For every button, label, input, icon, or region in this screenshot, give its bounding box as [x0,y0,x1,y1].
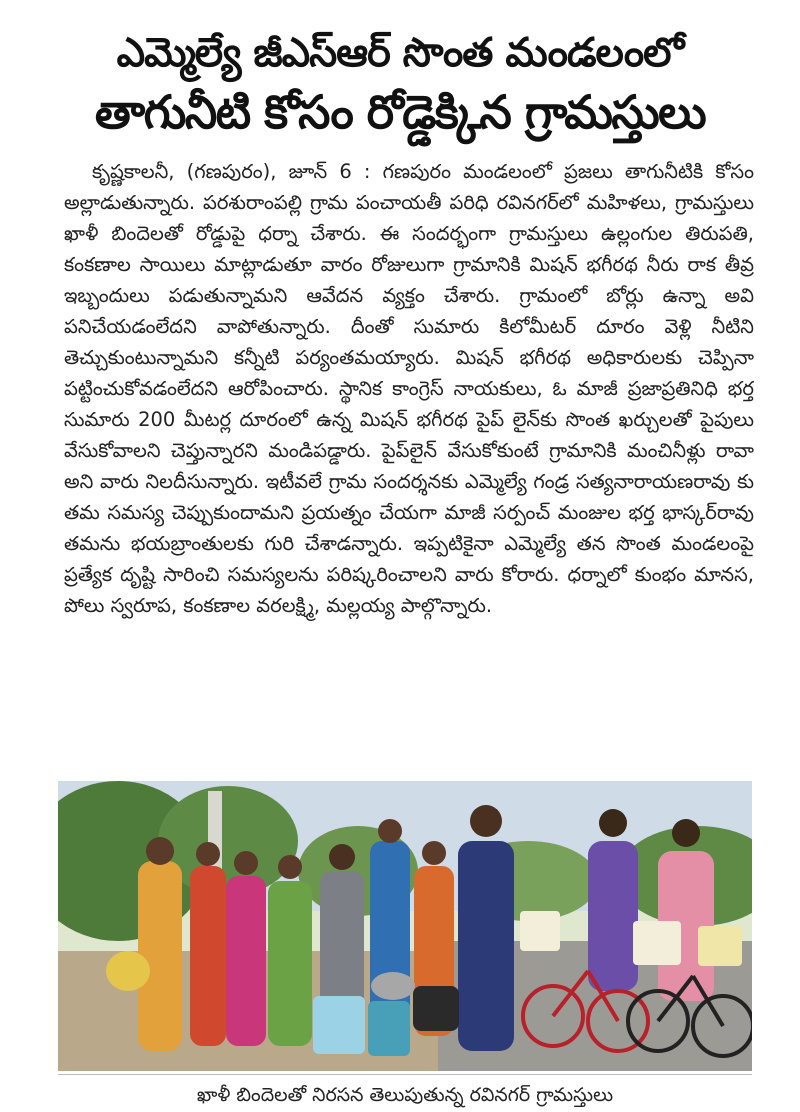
news-photo [58,781,752,1071]
photo-caption: ఖాళీ బిందెలతో నిరసన తెలుపుతున్న రవినగర్ గ్రామస్తులు [196,1084,614,1106]
caption-rule [58,1074,752,1075]
article-body: కృష్ణకాలనీ, (గణపురం), జూన్ 6 : గణపురం మండలంలో ప్రజలు తాగునీటికి కోసం అల్లాడుతున్నారు. పరశురాంపల్లి గ్రామ పంచాయతీ పరిధి రవినగర్‌లో మహిళలు, గ్రామస్తులు ఖాళీ బిందెలతో రోడ్డుపై ధర్నా చేశారు. ఈ సందర్భంగా గ్రామస్తులు ఉల్లంగుల తిరుపతి, కంకణాల సాయిలు మాట్లాడుతూ వారం రోజులుగా గ్రామానికి మిషన్ భగీరథ నీరు రాక తీవ్ర ఇబ్బందులు పడుతున్నామని ఆవేదన వ్యక్తం చేశారు. గ్రామంలో బోర్లు ఉన్నా అవి పనిచేయడంలేదని వాపోతున్నారు. దీంతో సుమారు కిలోమీటర్ దూరం వెళ్లి నీటిని తెచ్చుకుంటున్నామని కన్నీటి పర్యంతమయ్యారు. మిషన్ భగీరథ అధికారులకు చెప్పినా పట్టించుకోవడంలేదని ఆరోపించారు. స్థానిక కాంగ్రెస్ నాయకులు, ఓ మాజీ ప్రజాప్రతినిధి భర్త సుమారు 200 మీటర్ల దూరంలో ఉన్న మిషన్ భగీరథ పైప్ లైన్‌కు సొంత ఖర్చులతో పైపులు వేసుకోవాలని చెప్తున్నారని మండిపడ్డారు. పైప్‌లైన్ వేసుకోకుంటే గ్రామానికి మంచినీళ్లు రావా అని వారు నిలదీసున్నారు. ఇటీవలే గ్రామ సందర్శనకు ఎమ్మెల్యే గండ్ర సత్యనారాయణరావు కు తమ సమస్య చెప్పుకుందామని ప్రయత్నం చేయగా మాజీ సర్పంచ్ మంజుల భర్త భాస్కర్‌రావు తమను భయబ్రాంతులకు గురి చేశాడన్నారు. ఇప్పటికైనా ఎమ్మెల్యే తన సొంత మండలంపై ప్రత్యేక దృష్టి సారించి సమస్యలను పరిష్కరించాలని వారు కోరారు. ధర్నాలో కుంభం మానస, పోలు స్వరూప, కంకణాల వరలక్ష్మి, మల్లయ్య పాల్గొన్నారు. [64,160,754,617]
headline-kicker: ఎమ్మెల్యే జీఎస్ఆర్ సొంత మండలంలో [116,30,684,76]
news-clipping [50,22,754,1106]
headline-main: తాగునీటి కోసం రోడ్డెక్కిన గ్రామస్తులు [94,85,706,139]
